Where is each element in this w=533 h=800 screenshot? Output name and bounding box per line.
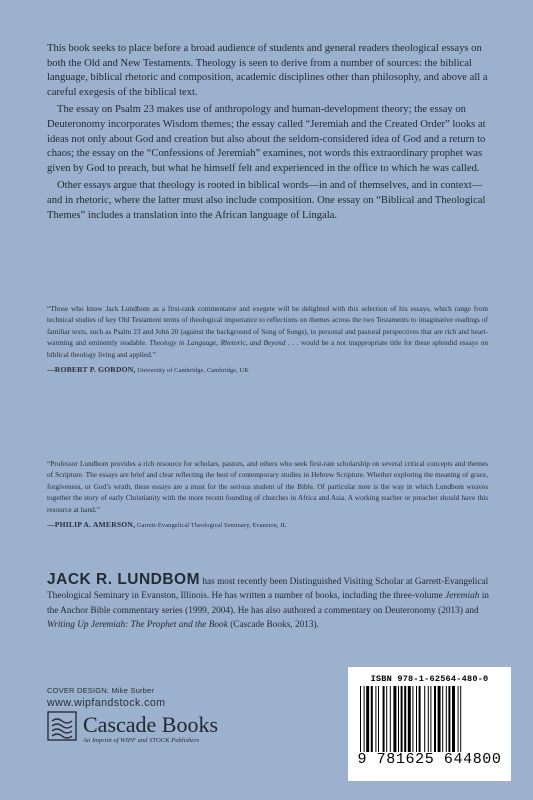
isbn-barcode [348, 667, 511, 781]
publisher-name: Cascade Books [83, 712, 219, 737]
barcode-icon [360, 686, 499, 752]
cover-design-credit: COVER DESIGN: Mike Surber [47, 686, 155, 695]
publisher-logo [47, 711, 247, 755]
endorsement-text: “Professor Lundbom provides a rich resource for scholars, pastors, and others who seek first-rate scholarship on several critical concepts and themes of Scripture. The essays are brief and clear reflecting the best of contemporary studies in Hebrew Scripture. Whether exploring the meaning of grace, forgiveness, or God’s wrath, these essays are a must for the serious student of the Bible. Of particular note is the way in which Lundbom weaves together the story of early Christianity with the more recent founding of churches in Africa and Asia. A working teacher or preacher should have this resource at hand.” [47, 459, 488, 514]
cascade-logo-icon [47, 711, 77, 741]
endorsement-attribution [47, 519, 488, 531]
publisher-tagline: An Imprint of WIPF and STOCK Publishers [83, 737, 200, 744]
endorsement-text: “Those who know Jack Lundbom as a first-rank commentator and exegete will be delighted with this selection of his essays, which range from technical studies of key Old Testament terms of theological importance to reflections on themes across the two Testaments to imaginative readings of familiar texts, such as Psalm 23 and John 20 (against the background of Song of Songs), to personal and pastoral perspectives that are rich and heart-warming and eminently readable. Theology in Language, Rhetoric, and Beyond . . . would be a not inappropriate title for these splendid essays on biblical theology living and applied.” [47, 304, 489, 359]
endorsement-book-title: Theology in Language, Rhetoric, and Beyond [149, 338, 286, 348]
endorsement-amerson [47, 458, 488, 531]
barcode-number: 9 781625 644800 [357, 751, 502, 768]
author-name: JACK R. LUNDBOM [47, 571, 201, 588]
book-title-jeremiah: Jeremiah [445, 591, 480, 602]
isbn-label: ISBN 978-1-62564-480-0 [370, 674, 489, 684]
endorsement-gordon [47, 303, 488, 376]
publisher-url[interactable]: www.wipfandstock.com [47, 697, 166, 709]
description-paragraph-3: Other essays argue that theology is rooted in biblical words—in and of themselves, and in context—and in rhetoric, where the latter must also include composition. One essay on “Biblical and Theological Themes” includes a translation into the African language of Lingala. [47, 180, 486, 221]
description [47, 42, 488, 226]
author-bio: JACK R. LUNDBOM has most recently been Distinguished Visiting Scholar at Garrett-Evangelical Theological Seminary in Evanston, Illinois. He has written a number of books, including the three-volume Jeremiah in the Anchor Bible commentary series (1999, 2004). He has also authored a commentary on Deuteronomy (2013) and Writing Up Jeremiah: The Prophet and the Book (Cascade Books, 2013). [47, 571, 489, 630]
endorser-affiliation: University of Cambridge, Cambridge, UK [135, 367, 249, 375]
endorser-name: —PHILIP A. AMERSON, [47, 520, 136, 530]
description-paragraph-2: The essay on Psalm 23 makes use of anthropology and human-development theory; the essay on Deuteronomy incorporates Wisdom themes; the essay called “Jeremiah and the Created Order” looks at ideas not only about God and creation but also about the seldom-considered idea of God and a return to chaos; the essay on the “Confessions of Jeremiah” examines, not words this extraordinary prophet was given by God to preach, but what he himself felt and experienced in the office to which he was called. [47, 104, 486, 174]
endorser-name: —ROBERT P. GORDON, [47, 365, 136, 375]
description-paragraph-1: This book seeks to place before a broad audience of students and general readers theological essays on both the Old and New Testaments. Theology is seen to derive from a number of sources: the biblical language, biblical rhetoric and composition, academic disciplines other than philosophy, and above all a careful exegesis of the biblical text. [47, 43, 488, 98]
endorsement-attribution [47, 364, 488, 376]
book-title-writing-up: Writing Up Jeremiah: The Prophet and the Book [47, 619, 228, 630]
credits [47, 686, 165, 709]
endorser-affiliation: Garrett-Evangelical Theological Seminary, Evanston, IL [135, 522, 287, 530]
